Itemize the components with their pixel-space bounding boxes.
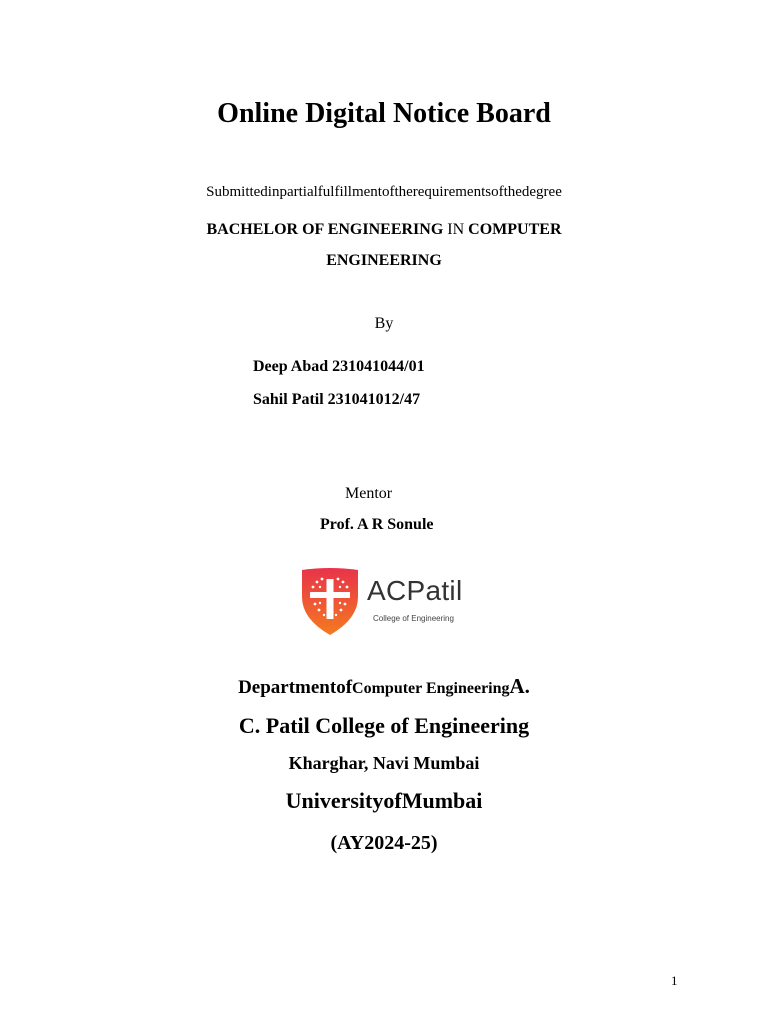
mentor-label: Mentor (345, 485, 393, 502)
college-location: Kharghar, Navi Mumbai (288, 753, 480, 773)
degree-part-3: ENGINEERING (326, 252, 442, 269)
project-title: Online Digital Notice Board (217, 98, 551, 129)
college-name: C. Patil College of Engineering (238, 713, 530, 738)
student-1: Deep Abad 231041044/01 (253, 358, 425, 375)
logo-text: ACPatil (367, 575, 463, 606)
page-number: 1 (671, 973, 678, 988)
degree-part-1: BACHELOR OF ENGINEERING (206, 221, 444, 238)
department-part-3: A. (509, 674, 530, 698)
degree-part-2: COMPUTER (468, 221, 562, 238)
department-part-1: Departmentof (238, 677, 353, 698)
academic-year: (AY2024-25) (330, 832, 438, 854)
university-name: UniversityofMumbai (285, 788, 483, 813)
department-part-2: Computer Engineering (352, 680, 510, 697)
student-2: Sahil Patil 231041012/47 (253, 391, 421, 408)
mentor-name: Prof. A R Sonule (320, 516, 434, 533)
by-label: By (374, 315, 394, 332)
submitted-text: Submittedinpartialfulfillmentoftherequirementsofthedegree (206, 184, 562, 200)
degree-name (0, 214, 768, 276)
logo-subtext: College of Engineering (373, 614, 454, 623)
college-logo (300, 567, 472, 637)
shield-logo-icon (300, 567, 360, 637)
department-line (0, 674, 768, 699)
degree-connector: IN (447, 221, 465, 238)
